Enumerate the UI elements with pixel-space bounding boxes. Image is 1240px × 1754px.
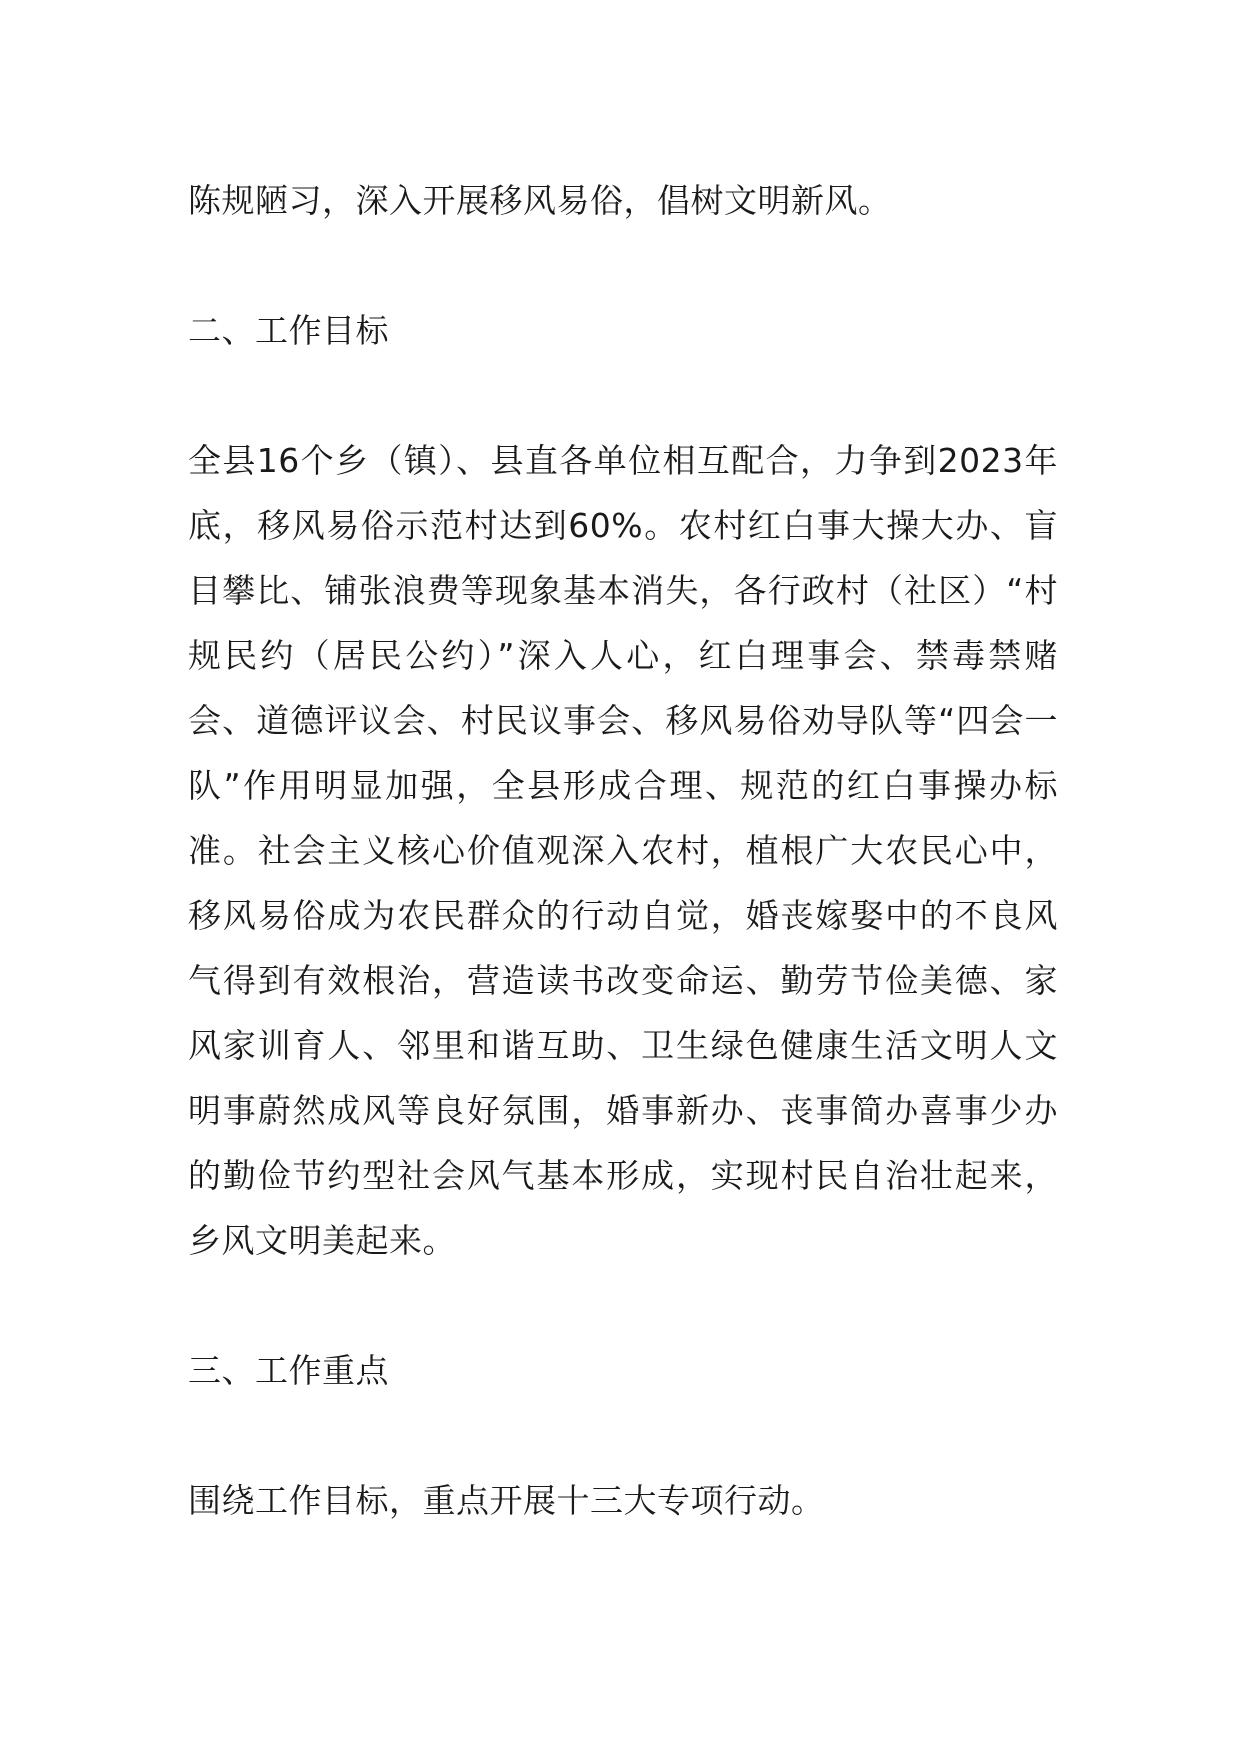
spacer — [188, 1273, 1058, 1338]
section-heading-work-focus: 三、工作重点 — [188, 1351, 389, 1390]
spacer — [188, 363, 1058, 428]
spacer — [188, 1403, 1058, 1468]
section-body-work-focus: 围绕工作目标，重点开展十三大专项行动。 — [188, 1481, 825, 1520]
section-heading-work-goals: 二、工作目标 — [188, 311, 389, 350]
intro-paragraph-tail: 陈规陋习，深入开展移风易俗，倡树文明新风。 — [188, 181, 892, 220]
document-body — [188, 168, 1058, 1533]
section-body-work-goals: 全县16个乡（镇）、县直各单位相互配合，力争到2023年底，移风易俗示范村达到60%。农村红白事大操大办、盲目攀比、铺张浪费等现象基本消失，各行政村（社区）“村规民约（居民公约）”深入人心，红白理事会、禁毒禁赌会、道德评议会、村民议事会、移风易俗劝导队等“四会一队”作用明显加强，全县形成合理、规范的红白事操办标准。社会主义核心价值观深入农村，植根广大农民心中，移风易俗成为农民群众的行动自觉，婚丧嫁娶中的不良风气得到有效根治，营造读书改变命运、勤劳节俭美德、家风家训育人、邻里和谐互助、卫生绿色健康生活文明人文明事蔚然成风等良好氛围，婚事新办、丧事简办喜事少办的勤俭节约型社会风气基本形成，实现村民自治壮起来，乡风文明美起来。 — [188, 441, 1058, 1260]
spacer — [188, 233, 1058, 298]
